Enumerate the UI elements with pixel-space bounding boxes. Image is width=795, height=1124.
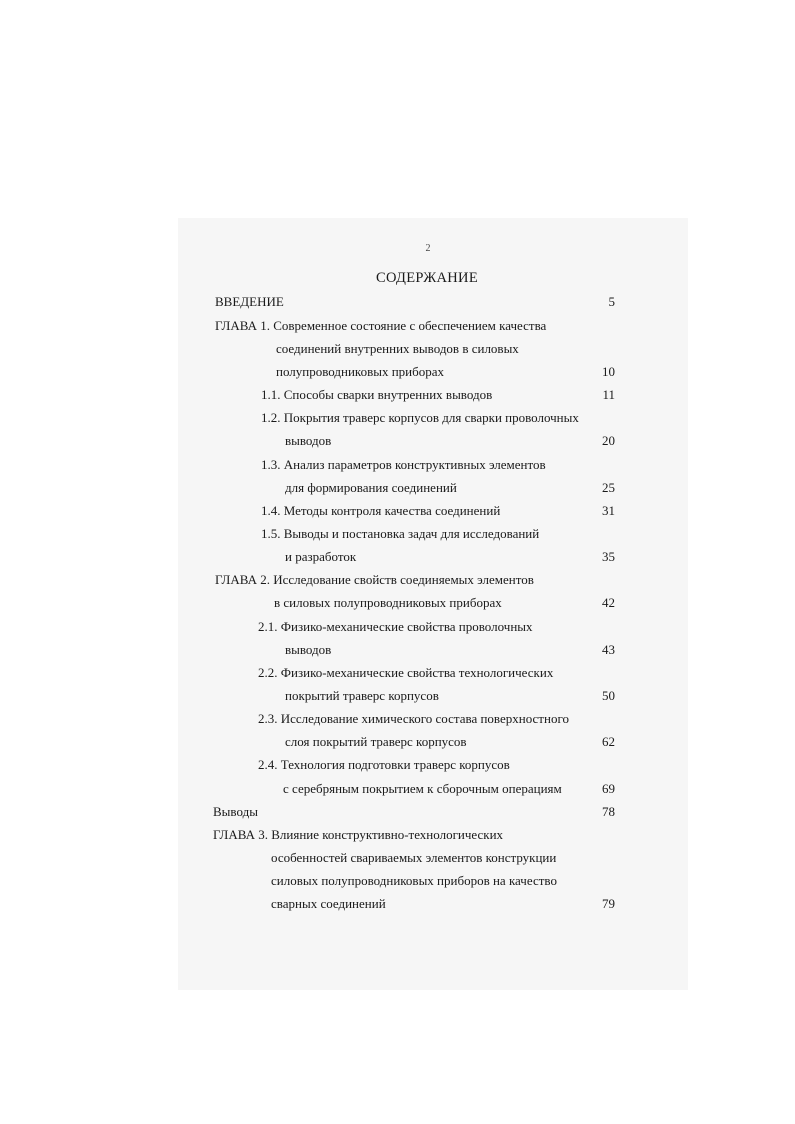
toc-page-number: 69 [602,781,615,796]
page-number: 2 [425,243,431,254]
toc-entry-title: 1.5. Выводы и постановка задач для исследований [261,526,540,541]
toc-page-number: 62 [602,734,615,749]
toc-entry-continuation: покрытий траверс корпусов [285,688,439,703]
toc-entry-continuation: выводов [285,642,332,657]
toc-entry-continuation: соединений внутренних выводов в силовых [276,341,519,356]
toc-page-number: 25 [602,480,615,495]
toc-entry-title: 1.4. Методы контроля качества соединений [261,503,501,518]
toc-entry-continuation: с серебряным покрытием к сборочным операциям [283,781,562,796]
toc-page-number: 35 [602,549,615,564]
toc-entry-continuation: силовых полупроводниковых приборов на качество [271,873,557,888]
toc-entry-continuation: сварных соединений [271,896,386,911]
toc-title: СОДЕРЖАНИЕ [376,270,478,286]
toc-entry-continuation: и разработок [285,549,357,564]
toc-entry-continuation: выводов [285,433,332,448]
toc-entry-continuation: в силовых полупроводниковых приборах [274,595,502,610]
toc-entry-title: 1.1. Способы сварки внутренних выводов [261,387,493,402]
toc-entry-title: 2.1. Физико-механические свойства проволочных [258,619,533,634]
toc-entry-title: 1.2. Покрытия траверс корпусов для сварки проволочных [261,410,579,425]
toc-page-number: 42 [602,595,615,610]
toc-entry-title: ГЛАВА 2. Исследование свойств соединяемых элементов [215,572,534,587]
toc-page-number: 5 [608,294,615,309]
toc-page-number: 20 [602,433,615,448]
toc-entry-title: ГЛАВА 1. Современное состояние с обеспечением качества [215,318,547,333]
toc-entry-title: 2.3. Исследование химического состава поверхностного [258,711,569,726]
toc-entry-title: Выводы [213,804,258,819]
toc-entry-title: 2.2. Физико-механические свойства технологических [258,665,554,680]
toc-entry-continuation: слоя покрытий траверс корпусов [285,734,467,749]
toc-page-number: 31 [602,503,615,518]
toc-entry-title: 1.3. Анализ параметров конструктивных элементов [261,457,546,472]
toc-entry-title: 2.4. Технология подготовки траверс корпусов [258,757,510,772]
toc-page-number: 11 [602,387,615,402]
toc-entry-continuation: для формирования соединений [285,480,457,495]
toc-page-number: 10 [602,364,615,379]
toc-page-number: 50 [602,688,615,703]
toc-page-number: 78 [602,804,615,819]
toc-entry-title: ГЛАВА 3. Влияние конструктивно-технологических [213,827,504,842]
toc-entry-title: ВВЕДЕНИЕ [215,294,284,309]
toc-entry-continuation: особенностей свариваемых элементов конструкции [271,850,557,865]
toc-page-number: 79 [602,896,615,911]
toc-page-number: 43 [602,642,615,657]
toc-entry-continuation: полупроводниковых приборах [276,364,445,379]
